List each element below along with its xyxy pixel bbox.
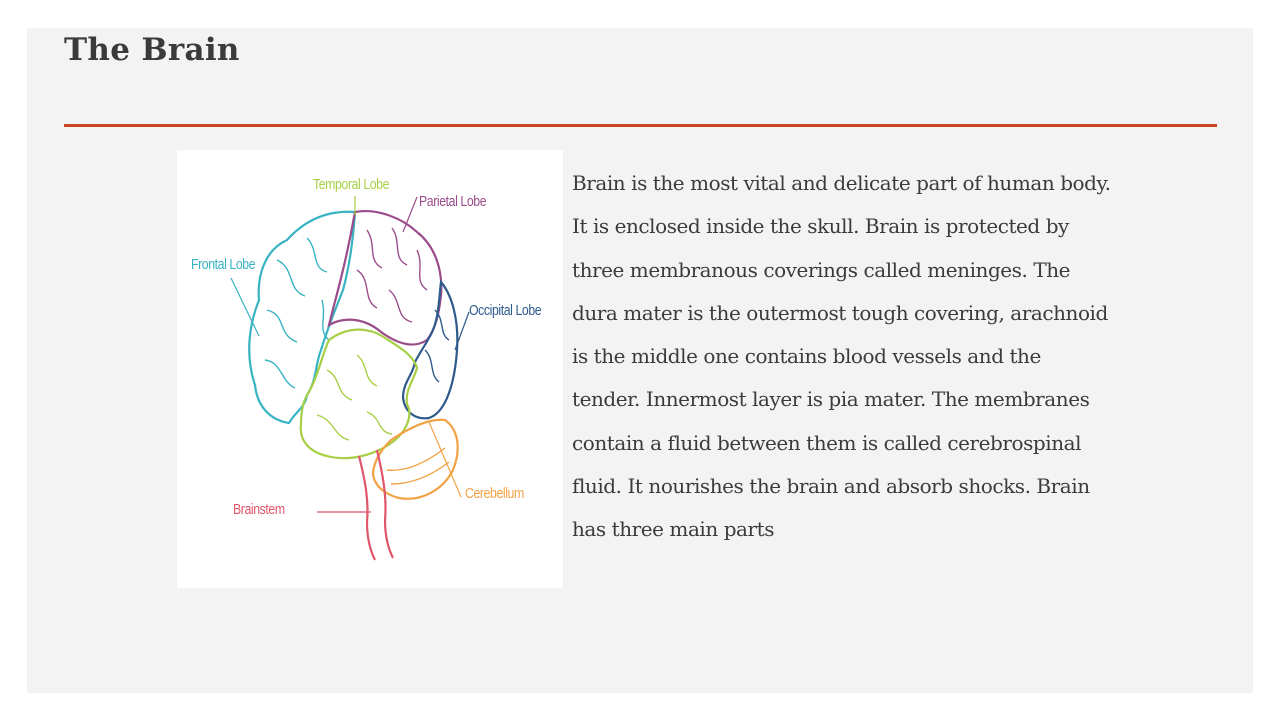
label-occipital-lobe: Occipital Lobe	[469, 302, 542, 319]
label-brainstem: Brainstem	[233, 501, 285, 518]
temporal-lobe-shape	[301, 330, 417, 459]
brain-diagram	[177, 150, 563, 588]
occipital-lobe-shape	[403, 282, 457, 418]
slide-title: The Brain	[64, 32, 240, 68]
title-divider	[64, 124, 1217, 127]
brainstem-shape	[359, 450, 393, 560]
label-temporal-lobe: Temporal Lobe	[313, 176, 390, 193]
label-cerebellum: Cerebellum	[465, 485, 524, 502]
body-paragraph: Brain is the most vital and delicate part of human body. It is enclosed inside the skull. Brain is protected by three membranous coverings called meninges. The dura mater is the outermost tough covering, arachnoid is the middle one contains blood vessels and the tender. Innermost layer is pia mater. The membranes contain a fluid between them is called cerebrospinal fluid. It nourishes the brain and absorb shocks. Brain has three main parts	[572, 171, 1111, 542]
brain-illustration	[177, 150, 563, 588]
frontal-lobe-shape	[249, 212, 355, 423]
slide	[27, 28, 1253, 693]
label-frontal-lobe: Frontal Lobe	[191, 256, 256, 273]
label-parietal-lobe: Parietal Lobe	[419, 193, 487, 210]
